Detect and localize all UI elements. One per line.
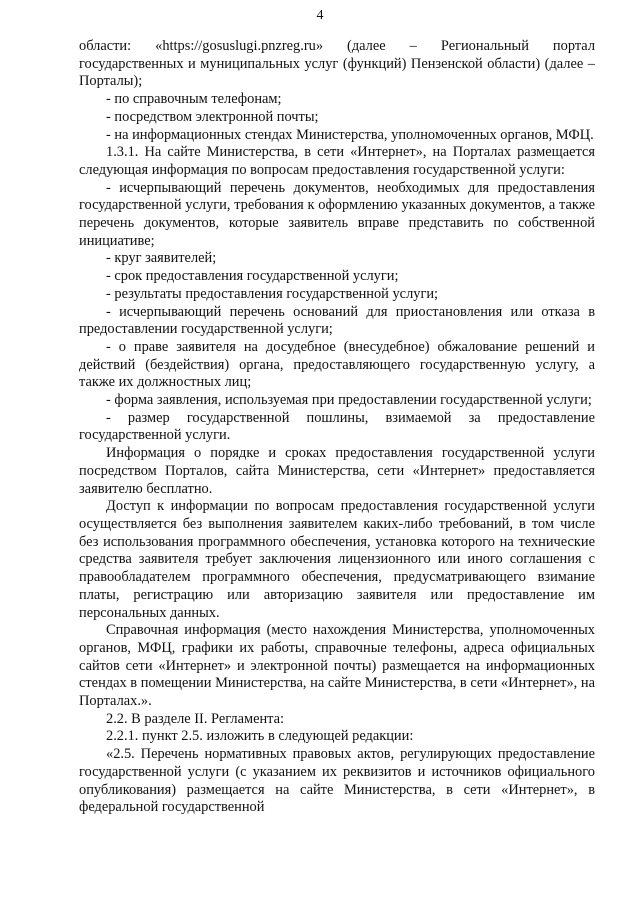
paragraph: Доступ к информации по вопросам предоставления государственной услуги осуществляется без выполнения заявителем каких-либо требований, в том числе без использования программного обеспечения, установка которого на технические средства заявителя требует заключения лицензионного или иного соглашения с правообладателем программного обеспечения, предусматривающего взимание платы, регистрацию или авторизацию заявителя или предоставление им персональных данных. (79, 498, 595, 621)
paragraph: Справочная информация (место нахождения Министерства, уполномоченных органов, МФЦ, графики их работы, справочные телефоны, адреса официальных сайтов сети «Интернет» и электронной почты) размещается на информационных стендах в помещении Министерства, на сайте Министерства, в сети «Интернет», на Порталах.». (79, 622, 595, 710)
paragraph: Информация о порядке и сроках предоставления государственной услуги посредством Порталов, сайта Министерства, сети «Интернет» предоставляется заявителю бесплатно. (79, 445, 595, 497)
paragraph: 2.2. В разделе II. Регламента: (106, 710, 285, 727)
paragraph: области: «https://gosuslugi.pnzreg.ru» (далее – Региональный портал государственных и муниципальных услуг (функций) Пензенской области) (далее – Порталы); (79, 38, 595, 90)
paragraph: 1.3.1. На сайте Министерства, в сети «Интернет», на Порталах размещается следующая информация по вопросам предоставления государственной услуги: (79, 144, 595, 178)
paragraph: - по справочным телефонам; (106, 91, 282, 108)
paragraph: - на информационных стендах Министерства, уполномоченных органов, МФЦ. (106, 126, 594, 143)
paragraph: - исчерпывающий перечень оснований для приостановления или отказа в предоставлении государственной услуги; (79, 303, 595, 338)
paragraph: «2.5. Перечень нормативных правовых актов, регулирующих предоставление государственной услуги (с указанием их реквизитов и источников официального опубликования) размещается на сайте Министерства, в сети «Интернет», в федеральной государственной (79, 746, 595, 816)
paragraph: - посредством электронной почты; (106, 108, 319, 125)
paragraph: - о праве заявителя на досудебное (внесудебное) обжалование решений и действий (бездействия) органа, предоставляющего государственную услугу, а также их должностных лиц; (79, 338, 595, 391)
document-body (79, 38, 595, 817)
page-number: 4 (316, 8, 324, 23)
paragraph: - исчерпывающий перечень документов, необходимых для предоставления государственной услуги, требования к оформлению указанных документов, а также перечень документов, которые заявитель вправе представить по собственной инициативе; (79, 179, 595, 249)
paragraph: - круг заявителей; (106, 250, 217, 267)
paragraph: - форма заявления, используемая при предоставлении государственной услуги; (106, 392, 592, 409)
paragraph: 2.2.1. пункт 2.5. изложить в следующей редакции: (106, 728, 414, 745)
paragraph: - срок предоставления государственной услуги; (106, 268, 399, 285)
paragraph: - результаты предоставления государственной услуги; (106, 285, 439, 302)
paragraph: - размер государственной пошлины, взимаемой за предоставление государственной услуги. (79, 409, 595, 444)
